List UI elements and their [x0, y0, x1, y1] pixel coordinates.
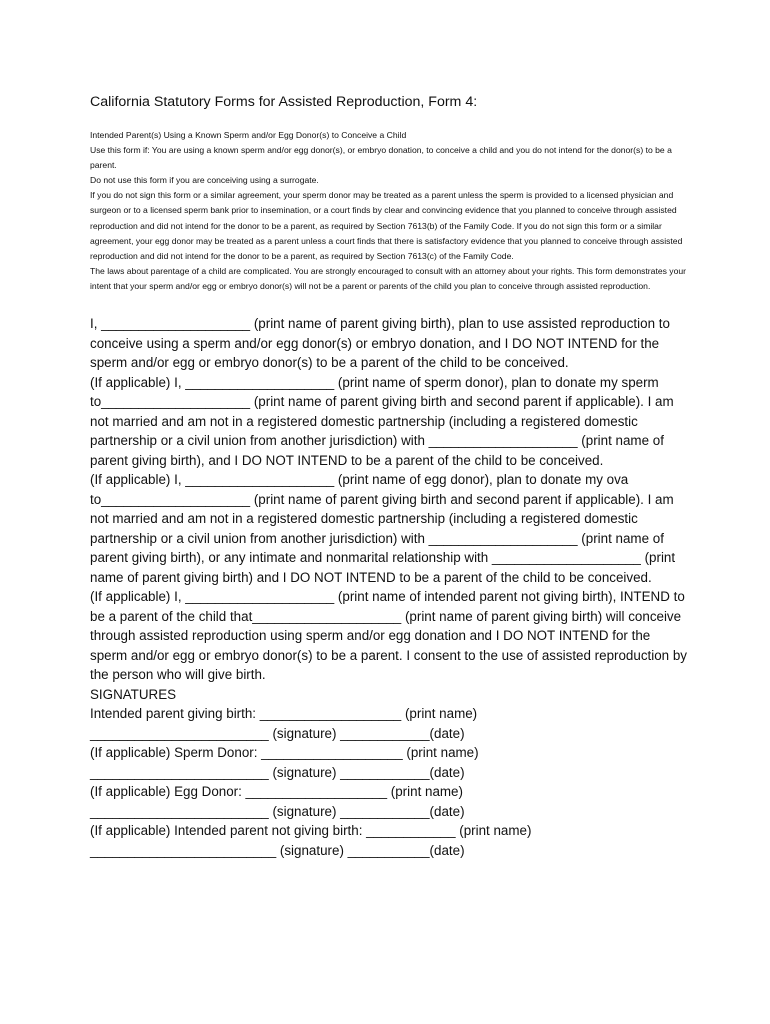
document-title: California Statutory Forms for Assisted Reproduction, Form 4: — [90, 94, 478, 110]
instructions-section — [90, 128, 690, 294]
signature-line: (If applicable) Egg Donor: ___________________ (print name) — [90, 784, 463, 800]
signature-line: Intended parent giving birth: ___________________ (print name) — [90, 706, 478, 722]
instructions-paragraph: The laws about parentage of a child are complicated. You are strongly encouraged to consult with an attorney about your rights. This form demonstrates your intent that your sperm and/or egg or embryo donor(s) will not be a parent or parents of the child you plan to conceive through assisted reproduction. — [90, 265, 687, 291]
signatures-section — [90, 685, 690, 861]
signature-line: ________________________ (signature) ____________(date) — [90, 803, 465, 819]
parent-giving-birth-statement: I, ____________________ (print name of parent giving birth), plan to use assisted reproduction to conceive using a sperm and/or egg donor(s) or embryo donation, and I DO NOT INTEND for the sperm and/or egg or embryo donor(s) to be a parent of the child to be conceived. — [90, 316, 670, 371]
signature-line: ________________________ (signature) ____________(date) — [90, 764, 465, 780]
instructions-paragraph: Use this form if: You are using a known sperm and/or egg donor(s), or embryo donation, to conceive a child and you do not intend for the donor(s) to be a parent. — [90, 145, 672, 171]
instructions-heading: Intended Parent(s) Using a Known Sperm and/or Egg Donor(s) to Conceive a Child — [90, 130, 407, 140]
signature-line: ________________________ (signature) ____________(date) — [90, 725, 465, 741]
instructions-paragraph: Do not use this form if you are conceiving using a surrogate. — [90, 175, 319, 186]
form-page — [90, 93, 690, 860]
signature-line: (If applicable) Sperm Donor: ___________________ (print name) — [90, 745, 479, 761]
agreement-body — [90, 314, 690, 685]
signatures-heading: SIGNATURES — [90, 686, 177, 702]
signature-line: _________________________ (signature) ___________(date) — [90, 842, 465, 858]
signature-line: (If applicable) Intended parent not giving birth: ____________ (print name) — [90, 823, 532, 839]
egg-donor-statement: (If applicable) I, ____________________ (print name of egg donor), plan to donate my ova to____________________ (print name of parent giving birth and second parent if applicable). I am not married and am not in a registered domestic partnership (including a registered domestic partnership or a civil union from another jurisdiction) with ____________________ (print name of parent giving birth), or any intimate and nonmarital relationship with ____________________ (print name of parent giving birth) and I DO NOT INTEND to be a parent of the child to be conceived. — [90, 472, 676, 585]
intended-parent-statement: (If applicable) I, ____________________ (print name of intended parent not giving birth), INTEND to be a parent of the child that____________________ (print name of parent giving birth) will conceive through assisted reproduction using sperm and/or egg donation and I DO NOT INTEND for the sperm and/or egg or embryo donor(s) to be a parent. I consent to the use of assisted reproduction by the person who will give birth. — [90, 589, 687, 683]
sperm-donor-statement: (If applicable) I, ____________________ (print name of sperm donor), plan to donate my sperm to____________________ (print name of parent giving birth and second parent if applicable). I am not married and am not in a registered domestic partnership (including a registered domestic partnership or a civil union from another jurisdiction) with ____________________ (print name of parent giving birth), and I DO NOT INTEND to be a parent of the child to be conceived. — [90, 374, 674, 468]
instructions-paragraph: If you do not sign this form or a similar agreement, your sperm donor may be treated as a parent unless the sperm is provided to a licensed physician and surgeon or to a licensed sperm bank prior to insemination, or a court finds by clear and convincing evidence that you planned to conceive through assisted reproduction and did not intend for the donor to be a parent, as required by Section 7613(b) of the Family Code. If you do not sign this form or a similar agreement, your egg donor may be treated as a parent unless a court finds that there is satisfactory evidence that you planned to conceive through assisted reproduction and did not intend for the donor to be a parent, as required by Section 7613(c) of the Family Code. — [90, 190, 683, 261]
